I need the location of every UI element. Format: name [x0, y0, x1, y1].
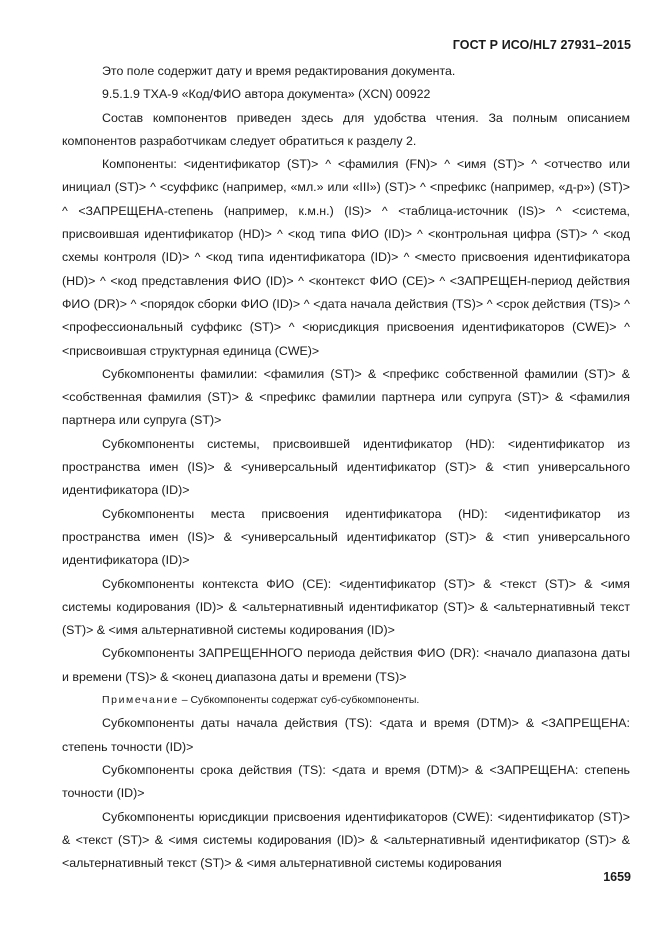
- note: [62, 689, 630, 712]
- document-header: ГОСТ Р ИСО/HL7 27931–2015: [452, 38, 631, 52]
- paragraph: Это поле содержит дату и время редактирования документа.: [102, 64, 456, 78]
- paragraph: Компоненты: <идентификатор (ST)> ^ <фамилия (FN)> ^ <имя (ST)> ^ <отчество или инициал (ST)> ^ <суффикс (например, «мл.» или «III») (ST)> ^ <префикс (например, «д-р») (ST)> ^ <ЗАПРЕЩЕНА-степень (например, к.м.н.) (IS)> ^ <таблица-источник (IS)> ^ <система, присвоившая идентификатор (HD)> ^ <код типа ФИО (ID)> ^ <контрольная цифра (ST)> ^ <код схемы контроля (ID)> ^ <код типа идентификатора (ID)> ^ <место присвоения идентификатора (HD)> ^ <код представления ФИО (ID)> ^ <контекст ФИО (CE)> ^ <ЗАПРЕЩЕН-период действия ФИО (DR)> ^ <порядок сборки ФИО (ID)> ^ <дата начала действия (TS)> ^ <срок действия (TS)> ^ <профессиональный суффикс (ST)> ^ <юрисдикция присвоения идентификаторов (CWE)> ^ <присвоившая структурная единица (CWE)>: [62, 157, 630, 358]
- paragraph: Субкомпоненты даты начала действия (TS): <дата и время (DTM)> & <ЗАПРЕЩЕНА: степень точности (ID)>: [62, 716, 630, 754]
- paragraph: Субкомпоненты контекста ФИО (CE): <идентификатор (ST)> & <текст (ST)> & <имя системы кодирования (ID)> & <альтернативный идентификатор (ST)> & <альтернативный текст (ST)> & <имя альтернативной системы кодирования (ID)>: [62, 576, 630, 638]
- note-label: Примечание: [102, 694, 179, 707]
- page-number: 1659: [603, 870, 631, 884]
- paragraph: Субкомпоненты системы, присвоившей идентификатор (HD): <идентификатор из пространства имен (IS)> & <универсальный идентификатор (ST)> & <тип универсального идентификатора (ID)>: [62, 436, 630, 498]
- paragraph: Субкомпоненты юрисдикции присвоения идентификаторов (CWE): <идентификатор (ST)> & <текст (ST)> & <имя системы кодирования (ID)> & <альтернативный идентификатор (ST)> & <альтернативный текст (ST)> & <имя альтернативной системы кодирования: [62, 809, 630, 871]
- paragraph: Субкомпоненты срока действия (TS): <дата и время (DTM)> & <ЗАПРЕЩЕНА: степень точности (ID)>: [62, 762, 630, 801]
- section-heading: 9.5.1.9 TXA-9 «Код/ФИО автора документа» (XCN) 00922: [102, 87, 431, 102]
- paragraph: Субкомпоненты фамилии: <фамилия (ST)> & <префикс собственной фамилии (ST)> & <собственная фамилия (ST)> & <префикс фамилии партнера или супруга (ST)> & <фамилия партнера или супруга (ST)>: [62, 366, 630, 428]
- paragraph: Субкомпоненты ЗАПРЕЩЕННОГО периода действия ФИО (DR): <начало диапазона даты и времени (TS)> & <конец диапазона даты и времени (TS)>: [62, 646, 630, 684]
- note-text: – Субкомпоненты содержат суб-субкомпоненты.: [178, 694, 420, 707]
- paragraph: Субкомпоненты места присвоения идентификатора (HD): <идентификатор из пространства имен (IS)> & <универсальный идентификатор (ST)> & <тип универсального идентификатора (ID)>: [62, 506, 630, 568]
- document-body: [62, 60, 630, 875]
- paragraph: Состав компонентов приведен здесь для удобства чтения. За полным описанием компонентов разработчикам следует обратиться к разделу 2.: [62, 110, 630, 148]
